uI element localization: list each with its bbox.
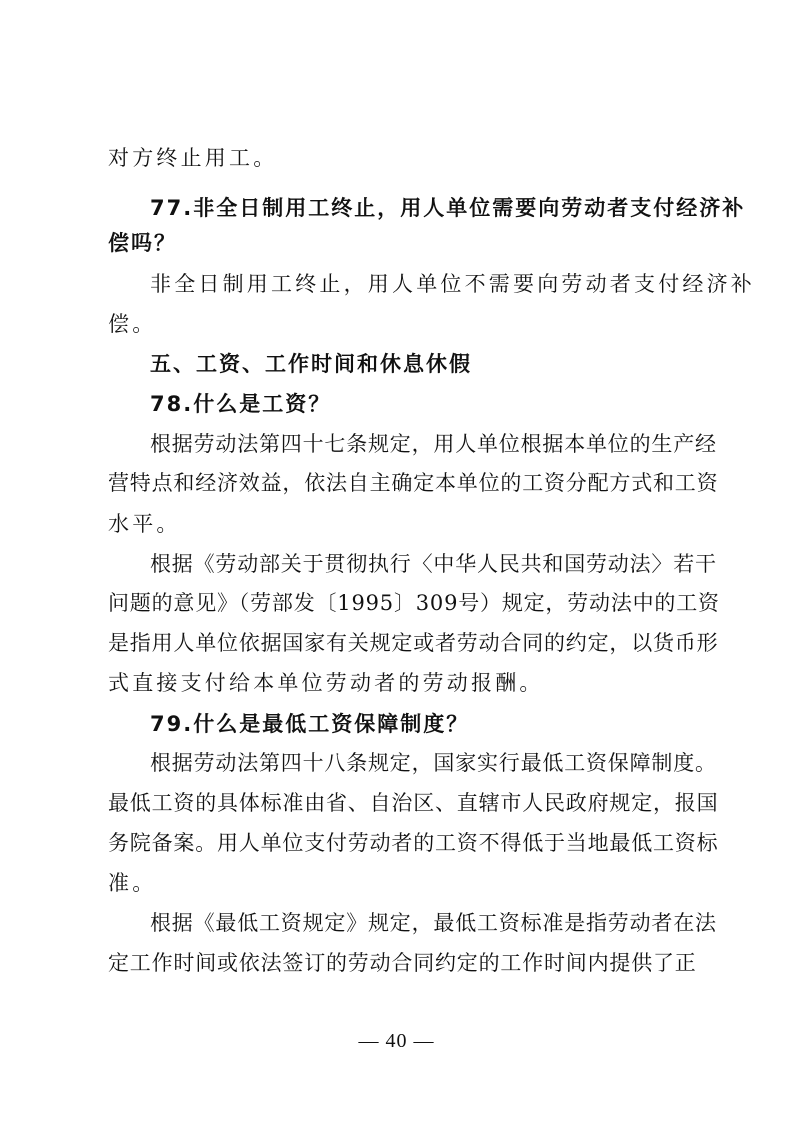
paragraph-line: 水平。 <box>108 512 181 536</box>
paragraph-line: 务院备案。用人单位支付劳动者的工资不得低于当地最低工资标 <box>108 831 719 855</box>
paragraph-line: 根据《劳动部关于贯彻执行〈中华人民共和国劳动法〉若干 <box>150 552 717 576</box>
paragraph-line: 定工作时间或依法签订的劳动合同约定的工作时间内提供了正 <box>108 951 697 975</box>
paragraph-line: 最低工资的具体标准由省、自治区、直辖市人民政府规定，报国 <box>108 791 719 815</box>
paragraph-line: 对方终止用工。 <box>108 146 278 170</box>
paragraph-line: 问题的意见》（劳部发〔1995〕309号）规定，劳动法中的工资 <box>108 591 720 615</box>
paragraph-line: 营特点和经济效益，依法自主确定本单位的工资分配方式和工资 <box>108 471 719 495</box>
paragraph-line: 是指用人单位依据国家有关规定或者劳动合同的约定，以货币形 <box>108 631 719 655</box>
question-heading-78: 78.什么是工资？ <box>150 392 332 416</box>
paragraph-line: 根据劳动法第四十八条规定，国家实行最低工资保障制度。 <box>150 751 717 775</box>
paragraph-line: 根据劳动法第四十七条规定，用人单位根据本单位的生产经 <box>150 432 717 456</box>
paragraph-line: 偿。 <box>108 312 157 336</box>
section-heading: 五、工资、工作时间和休息休假 <box>150 352 472 376</box>
question-heading-77-cont: 偿吗？ <box>108 231 177 255</box>
paragraph-line: 根据《最低工资规定》规定，最低工资标准是指劳动者在法 <box>150 911 717 935</box>
paragraph-line: 式直接支付给本单位劳动者的劳动报酬。 <box>108 671 544 695</box>
page-number: — 40 — <box>358 1030 435 1052</box>
paragraph-line: 准。 <box>108 871 157 895</box>
paragraph-line: 非全日制用工终止，用人单位不需要向劳动者支付经济补 <box>150 272 755 296</box>
question-heading-79: 79.什么是最低工资保障制度？ <box>150 712 470 736</box>
question-heading-77: 77.非全日制用工终止，用人单位需要向劳动者支付经济补 <box>150 196 746 220</box>
